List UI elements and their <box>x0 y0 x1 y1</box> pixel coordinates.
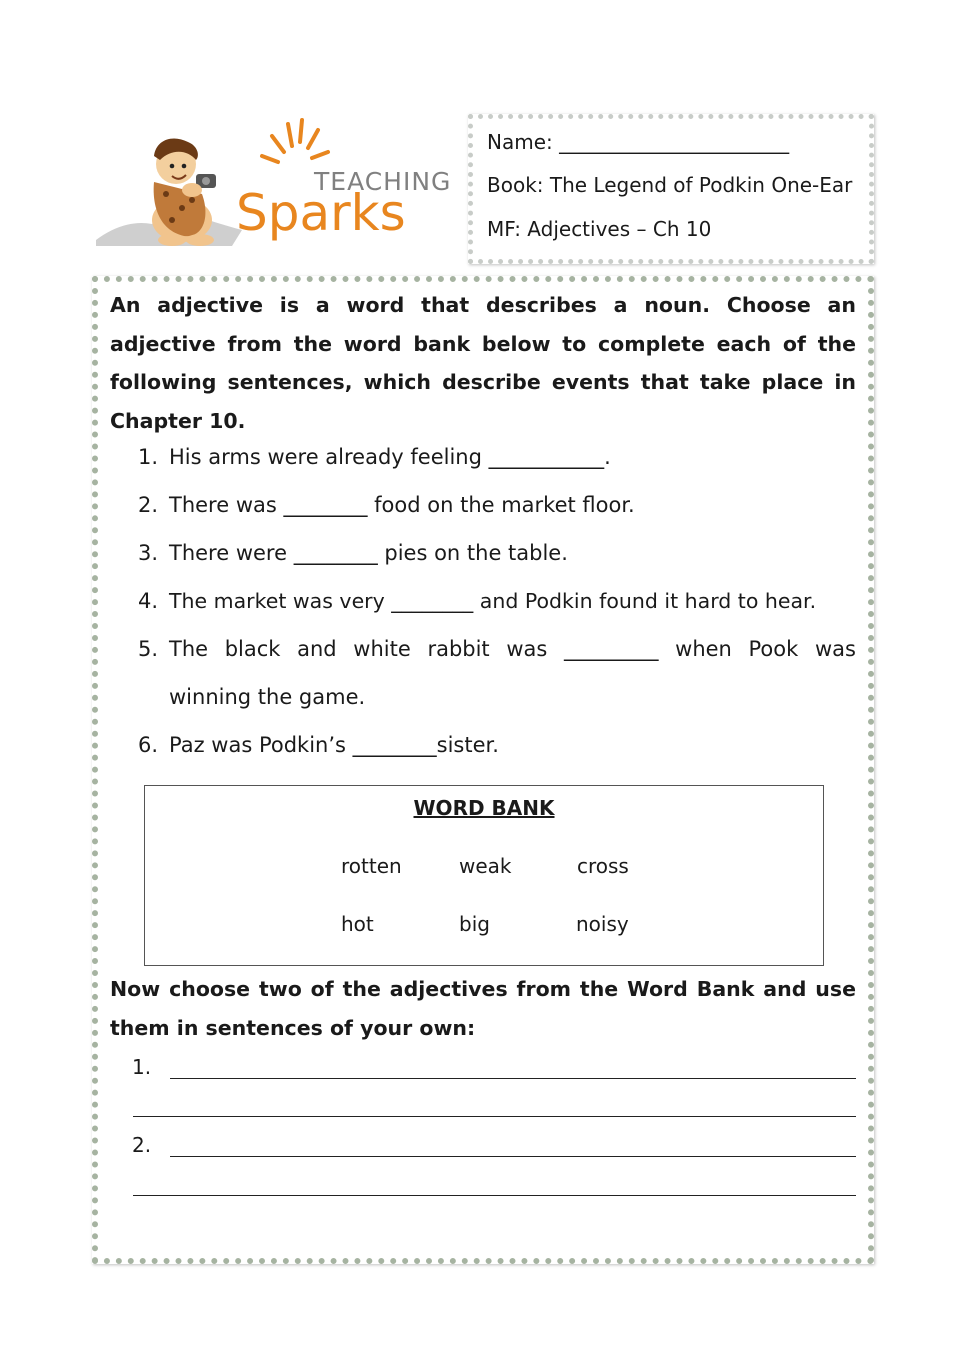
teaching-sparks-logo <box>92 112 452 262</box>
question-5-continued: winning the game. <box>169 685 366 709</box>
question-6: Paz was Podkin’s ________sister. <box>169 733 499 757</box>
question-2: There was ________ food on the market floor. <box>169 493 635 517</box>
q5-word: black <box>224 637 281 661</box>
question-number: 3. <box>138 541 159 565</box>
word-bank-word: weak <box>459 854 512 878</box>
word-bank-box <box>144 785 824 966</box>
word-bank-title: WORD BANK <box>413 796 555 820</box>
word-bank-word: rotten <box>341 854 402 878</box>
question-number: 4. <box>138 589 159 613</box>
question-number: 2. <box>138 493 159 517</box>
answer-line-1a[interactable] <box>170 1078 856 1079</box>
question-1: His arms were already feeling ___________. <box>169 445 611 469</box>
answer-number: 2. <box>132 1133 152 1157</box>
book-title: Book: The Legend of Podkin One-Ear <box>487 173 853 197</box>
q5-word: and <box>297 637 337 661</box>
question-5 <box>169 637 856 661</box>
q5-word: Pook <box>748 637 799 661</box>
answer-line-1b[interactable] <box>133 1116 856 1117</box>
q5-word: was <box>506 637 548 661</box>
word-bank-word: big <box>459 912 490 936</box>
q5-blank: _________ <box>563 637 659 661</box>
q5-word: rabbit <box>427 637 490 661</box>
caveman-icon <box>152 138 216 246</box>
q5-word: white <box>353 637 411 661</box>
logo-text-sparks: Sparks <box>236 184 406 242</box>
answer-line-2b[interactable] <box>133 1195 856 1196</box>
instructions-paragraph: An adjective is a word that describes a noun. Choose an adjective from the word bank below to complete each of the following sentences, which describe events that take place in Chapter 10. <box>110 293 856 433</box>
question-4: The market was very ________ and Podkin found it hard to hear. <box>169 589 817 613</box>
answer-number: 1. <box>132 1055 152 1079</box>
q5-word: was <box>814 637 856 661</box>
question-number: 5. <box>138 637 159 661</box>
name-field[interactable]: Name: _______________________ <box>487 130 790 154</box>
word-bank-word: noisy <box>576 912 629 936</box>
question-3: There were ________ pies on the table. <box>169 541 568 565</box>
question-number: 1. <box>138 445 159 469</box>
mf-topic: MF: Adjectives – Ch 10 <box>487 217 712 241</box>
q5-word: The <box>169 637 209 661</box>
question-number: 6. <box>138 733 159 757</box>
word-bank-word: hot <box>341 912 374 936</box>
q5-word: when <box>675 637 732 661</box>
logo-text-teaching: TEACHING <box>314 167 452 196</box>
own-sentences-instructions: Now choose two of the adjectives from the Word Bank and use them in sentences of your own: <box>110 977 856 1040</box>
sun-rays-icon <box>262 120 328 162</box>
word-bank-word: cross <box>577 854 629 878</box>
answer-line-2a[interactable] <box>170 1156 856 1157</box>
